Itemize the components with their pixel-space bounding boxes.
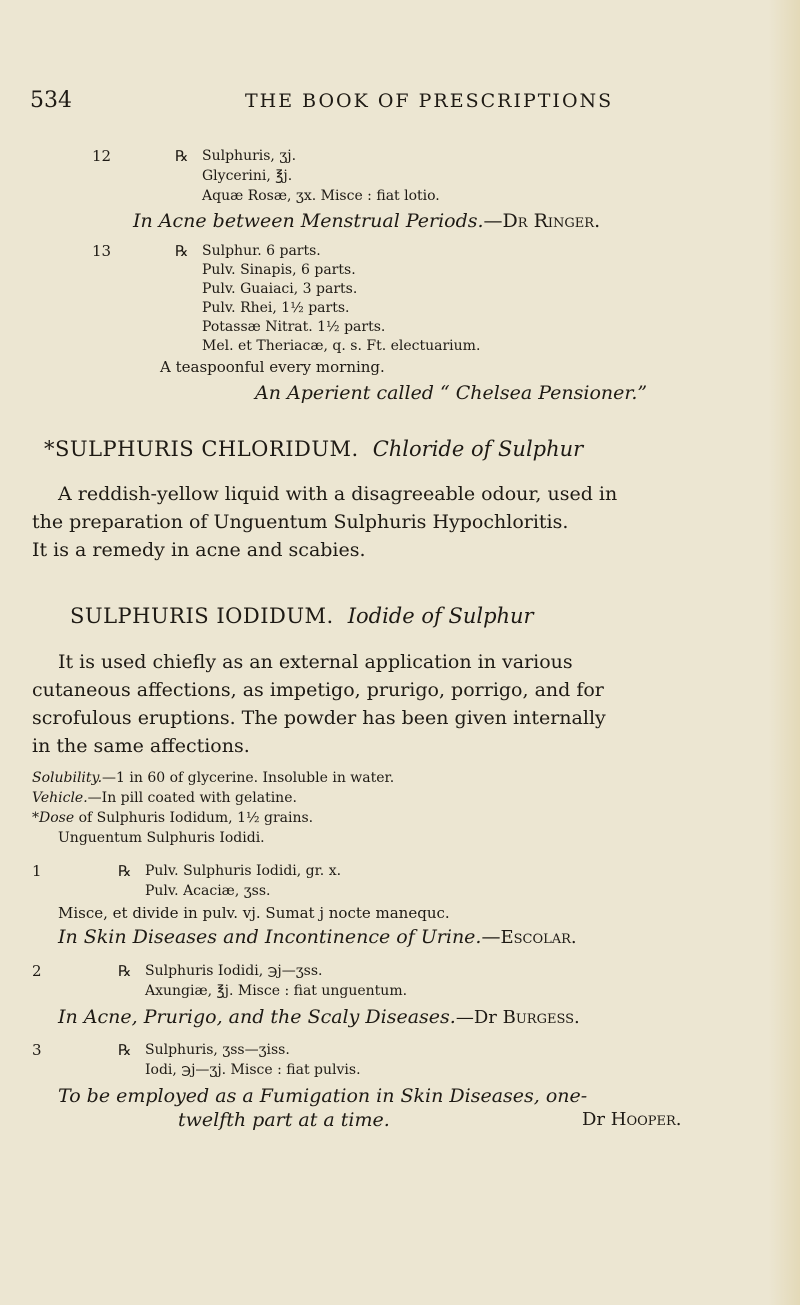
running-head: THE BOOK OF PRESCRIPTIONS [245, 90, 614, 112]
author-prefix: —Dr [483, 210, 534, 232]
dose-label: *Dose [32, 810, 75, 826]
use-text: In Acne between Menstrual Periods. [133, 210, 484, 232]
ingredient-line: Sulphur. 6 parts. [202, 243, 321, 259]
use-line [58, 926, 577, 948]
vehicle-label: Vehicle. [32, 790, 88, 806]
author-credit [582, 1109, 682, 1130]
ingredient-line: Sulphuris Iodidi, ℈j—ʒss. [145, 963, 323, 979]
page-number: 534 [30, 88, 72, 113]
ingredient-line: Glycerini, ℥j. [202, 168, 293, 184]
author-prefix: — [481, 926, 501, 948]
author-name: Burgess. [502, 1007, 580, 1028]
rx-icon: ℞ [118, 962, 132, 980]
section-title: *SULPHURIS CHLORIDUM. [44, 437, 359, 461]
section-title: SULPHURIS IODIDUM. [70, 604, 334, 628]
use-text-continued: twelfth part at a time. [178, 1109, 390, 1131]
dose-note [32, 810, 313, 826]
prescription-number: 1 [32, 862, 42, 880]
section-heading [44, 437, 583, 461]
section-subtitle: Iodide of Sulphur [347, 604, 534, 628]
author-name: Ringer. [533, 210, 601, 232]
use-text: In Acne, Prurigo, and the Scaly Diseases. [58, 1006, 456, 1028]
solubility-text: —1 in 60 of glycerine. Insoluble in water. [102, 770, 395, 786]
rx-icon: ℞ [175, 147, 189, 165]
ingredient-line: Pulv. Guaiaci, 3 parts. [202, 281, 358, 297]
ingredient-line: Pulv. Acaciæ, ʒss. [145, 883, 271, 899]
official-preparation: Unguentum Sulphuris Iodidi. [58, 830, 265, 846]
rx-icon: ℞ [118, 1041, 132, 1059]
ingredient-line: Aquæ Rosæ, ʒx. Misce : fiat lotio. [202, 188, 440, 204]
use-text: An Aperient called “ Chelsea Pensioner.” [255, 382, 648, 404]
ingredient-line: Mel. et Theriacæ, q. s. Ft. electuarium. [202, 338, 481, 354]
body-text-line: A reddish-yellow liquid with a disagreeable odour, used in [58, 483, 618, 505]
section-heading [70, 604, 534, 628]
direction-line: Misce, et divide in pulv. vj. Sumat j nocte manequc. [58, 904, 450, 922]
use-line [58, 1006, 580, 1028]
ingredient-line: Sulphuris, ʒss—ʒiss. [145, 1042, 290, 1058]
author-name: Hooper. [610, 1109, 682, 1130]
body-text-line: scrofulous eruptions. The powder has been given internally [32, 707, 606, 729]
ingredient-line: Axungiæ, ℥j. Misce : fiat unguentum. [145, 983, 408, 999]
solubility-label: Solubility. [32, 770, 103, 786]
section-subtitle: Chloride of Sulphur [372, 437, 584, 461]
author-prefix: —Dr [455, 1007, 503, 1028]
ingredient-line: Potassæ Nitrat. 1½ parts. [202, 319, 386, 335]
author-prefix: Dr [582, 1109, 611, 1130]
body-text-line: cutaneous affections, as impetigo, prurigo, porrigo, and for [32, 679, 604, 701]
body-text-line: in the same affections. [32, 735, 250, 757]
ingredient-line: Sulphuris, ʒj. [202, 148, 297, 164]
prescription-number: 12 [92, 147, 112, 165]
vehicle-text: —In pill coated with gelatine. [87, 790, 297, 806]
ingredient-line: Pulv. Sulphuris Iodidi, gr. x. [145, 863, 342, 879]
rx-icon: ℞ [175, 242, 189, 260]
ingredient-line: Pulv. Rhei, 1½ parts. [202, 300, 350, 316]
body-text-line: It is a remedy in acne and scabies. [32, 539, 366, 561]
use-text: To be employed as a Fumigation in Skin Diseases, one- [58, 1085, 588, 1107]
ingredient-line: Iodi, ℈j—ʒj. Misce : fiat pulvis. [145, 1062, 361, 1078]
prescription-number: 2 [32, 962, 42, 980]
rx-icon: ℞ [118, 862, 132, 880]
direction-line: A teaspoonful every morning. [160, 358, 385, 376]
vehicle-note [32, 790, 297, 806]
body-text-line: the preparation of Unguentum Sulphuris Hypochloritis. [32, 511, 569, 533]
use-text: In Skin Diseases and Incontinence of Urine. [58, 926, 482, 948]
page-edge-shading [768, 0, 800, 1305]
author-name: Escolar. [500, 927, 577, 948]
body-text-line: It is used chiefly as an external application in various [58, 651, 573, 673]
solubility-note [32, 770, 394, 786]
use-line [133, 210, 600, 232]
prescription-number: 3 [32, 1041, 42, 1059]
prescription-number: 13 [92, 242, 112, 260]
ingredient-line: Pulv. Sinapis, 6 parts. [202, 262, 356, 278]
dose-text: of Sulphuris Iodidum, 1½ grains. [74, 810, 314, 826]
